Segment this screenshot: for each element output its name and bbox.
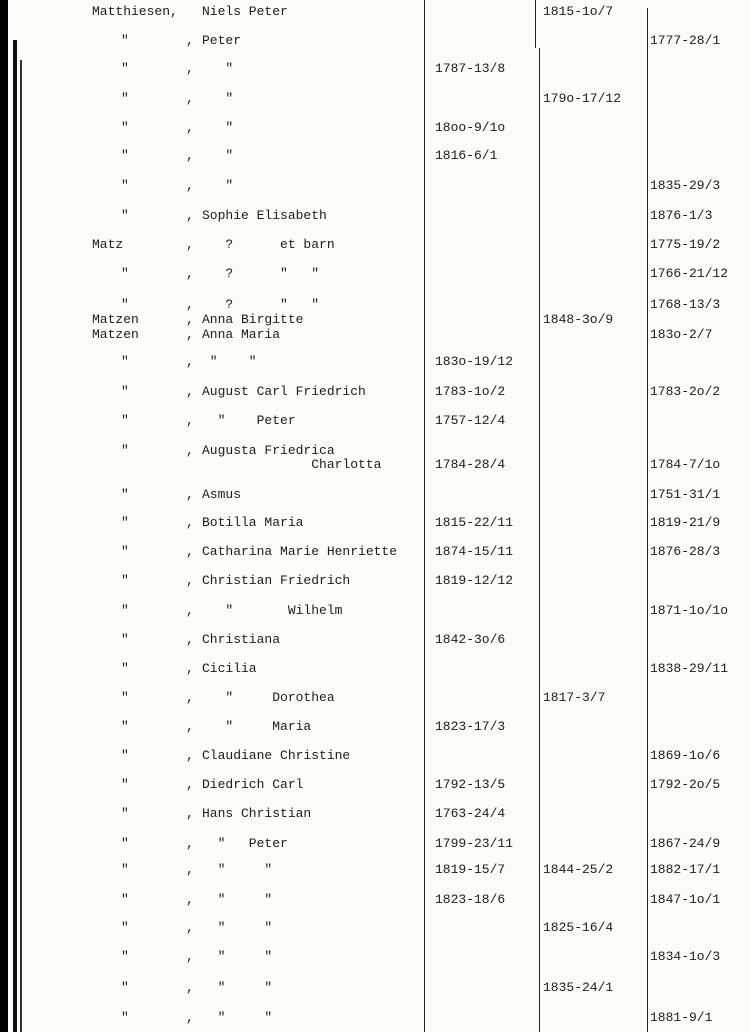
register-row bbox=[0, 33, 750, 49]
surname: Matthiesen, bbox=[92, 4, 178, 19]
date-col-3: 1783-2o/2 bbox=[650, 384, 721, 399]
comma: , bbox=[186, 690, 194, 705]
ditto-mark: " bbox=[121, 949, 129, 964]
comma: , bbox=[186, 237, 194, 252]
comma: , bbox=[186, 515, 194, 530]
comma: , bbox=[186, 61, 194, 76]
ditto-mark: " bbox=[121, 297, 129, 312]
register-row bbox=[0, 4, 750, 20]
date-col-3: 1775-19/2 bbox=[650, 237, 721, 252]
ditto-mark: " bbox=[121, 806, 129, 821]
given-names: Charlotta bbox=[202, 457, 382, 472]
comma: , bbox=[186, 443, 194, 458]
comma: , bbox=[186, 603, 194, 618]
date-col-1: 1874-15/11 bbox=[435, 544, 514, 559]
register-row bbox=[0, 457, 750, 473]
date-col-2: 1844-25/2 bbox=[543, 862, 614, 877]
given-names: Christiana bbox=[202, 632, 281, 647]
given-names: Claudiane Christine bbox=[202, 748, 351, 763]
register-row bbox=[0, 573, 750, 589]
comma: , bbox=[186, 806, 194, 821]
date-col-1: 1842-3o/6 bbox=[435, 632, 506, 647]
column-divider-2b bbox=[539, 48, 540, 1032]
register-row bbox=[0, 892, 750, 908]
date-col-1: 1823-18/6 bbox=[435, 892, 506, 907]
ditto-mark: " bbox=[121, 777, 129, 792]
given-names: Diedrich Carl bbox=[202, 777, 304, 792]
given-names: " " bbox=[202, 920, 273, 935]
ditto-mark: " bbox=[121, 61, 129, 76]
ditto-mark: " bbox=[121, 603, 129, 618]
date-col-1: 1792-13/5 bbox=[435, 777, 506, 792]
given-names: ? " " bbox=[202, 297, 320, 312]
date-col-3: 1834-1o/3 bbox=[650, 949, 721, 964]
given-names: Anna Maria bbox=[202, 327, 281, 342]
ditto-mark: " bbox=[121, 178, 129, 193]
surname: Matzen bbox=[92, 312, 139, 327]
comma: , bbox=[186, 949, 194, 964]
comma: , bbox=[186, 208, 194, 223]
register-row bbox=[0, 515, 750, 531]
given-names: " Dorothea bbox=[202, 690, 335, 705]
given-names: Peter bbox=[202, 33, 242, 48]
comma: , bbox=[186, 91, 194, 106]
comma: , bbox=[186, 312, 194, 327]
ditto-mark: " bbox=[121, 33, 129, 48]
register-row bbox=[0, 980, 750, 996]
register-row bbox=[0, 748, 750, 764]
ditto-mark: " bbox=[121, 266, 129, 281]
comma: , bbox=[186, 327, 194, 342]
date-col-1: 1757-12/4 bbox=[435, 413, 506, 428]
date-col-1: 1784-28/4 bbox=[435, 457, 506, 472]
date-col-3: 1768-13/3 bbox=[650, 297, 721, 312]
register-row bbox=[0, 120, 750, 136]
comma: , bbox=[186, 178, 194, 193]
register-row bbox=[0, 354, 750, 370]
register-row bbox=[0, 148, 750, 164]
ditto-mark: " bbox=[121, 91, 129, 106]
ditto-mark: " bbox=[121, 413, 129, 428]
ditto-mark: " bbox=[121, 661, 129, 676]
register-row bbox=[0, 413, 750, 429]
given-names: " Maria bbox=[202, 719, 312, 734]
given-names: Hans Christian bbox=[202, 806, 312, 821]
date-col-3: 1838-29/11 bbox=[650, 661, 729, 676]
given-names: August Carl Friedrich bbox=[202, 384, 366, 399]
date-col-3: 1784-7/1o bbox=[650, 457, 721, 472]
given-names: " bbox=[202, 120, 234, 135]
ditto-mark: " bbox=[121, 573, 129, 588]
given-names: " bbox=[202, 178, 234, 193]
register-row bbox=[0, 312, 750, 328]
given-names: " " bbox=[202, 354, 257, 369]
date-col-3: 1835-29/3 bbox=[650, 178, 721, 193]
register-row bbox=[0, 862, 750, 878]
ditto-mark: " bbox=[121, 354, 129, 369]
register-row bbox=[0, 1010, 750, 1026]
ditto-mark: " bbox=[121, 690, 129, 705]
register-row bbox=[0, 178, 750, 194]
register-row bbox=[0, 266, 750, 282]
given-names: " bbox=[202, 91, 234, 106]
comma: , bbox=[186, 297, 194, 312]
date-col-2: 1848-3o/9 bbox=[543, 312, 614, 327]
date-col-3: 1871-1o/1o bbox=[650, 603, 729, 618]
register-row bbox=[0, 297, 750, 313]
date-col-3: 1882-17/1 bbox=[650, 862, 721, 877]
given-names: " " bbox=[202, 892, 273, 907]
register-row bbox=[0, 208, 750, 224]
comma: , bbox=[186, 920, 194, 935]
register-row bbox=[0, 487, 750, 503]
given-names: Botilla Maria bbox=[202, 515, 304, 530]
comma: , bbox=[186, 33, 194, 48]
given-names: " " bbox=[202, 949, 273, 964]
register-row bbox=[0, 603, 750, 619]
date-col-1: 1799-23/11 bbox=[435, 836, 514, 851]
comma: , bbox=[186, 748, 194, 763]
register-row bbox=[0, 384, 750, 400]
ditto-mark: " bbox=[121, 443, 129, 458]
date-col-2: 1835-24/1 bbox=[543, 980, 614, 995]
ditto-mark: " bbox=[121, 892, 129, 907]
ditto-mark: " bbox=[121, 719, 129, 734]
date-col-1: 183o-19/12 bbox=[435, 354, 514, 369]
ditto-mark: " bbox=[121, 487, 129, 502]
comma: , bbox=[186, 266, 194, 281]
comma: , bbox=[186, 719, 194, 734]
register-row bbox=[0, 836, 750, 852]
ditto-mark: " bbox=[121, 980, 129, 995]
given-names: Sophie Elisabeth bbox=[202, 208, 327, 223]
ditto-mark: " bbox=[121, 544, 129, 559]
register-row bbox=[0, 661, 750, 677]
date-col-3: 1766-21/12 bbox=[650, 266, 729, 281]
given-names: Asmus bbox=[202, 487, 242, 502]
given-names: ? et barn bbox=[202, 237, 335, 252]
date-col-2: 1815-1o/7 bbox=[543, 4, 614, 19]
ditto-mark: " bbox=[121, 920, 129, 935]
comma: , bbox=[186, 354, 194, 369]
date-col-3: 1876-28/3 bbox=[650, 544, 721, 559]
comma: , bbox=[186, 862, 194, 877]
date-col-2: 179o-17/12 bbox=[543, 91, 622, 106]
given-names: " Peter bbox=[202, 413, 296, 428]
comma: , bbox=[186, 836, 194, 851]
ditto-mark: " bbox=[121, 384, 129, 399]
surname: Matz bbox=[92, 237, 124, 252]
given-names: " " bbox=[202, 1010, 273, 1025]
comma: , bbox=[186, 1010, 194, 1025]
given-names: " bbox=[202, 61, 234, 76]
comma: , bbox=[186, 120, 194, 135]
date-col-1: 1763-24/4 bbox=[435, 806, 506, 821]
register-row bbox=[0, 719, 750, 735]
date-col-3: 1876-1/3 bbox=[650, 208, 713, 223]
register-row bbox=[0, 632, 750, 648]
ditto-mark: " bbox=[121, 515, 129, 530]
comma: , bbox=[186, 384, 194, 399]
ditto-mark: " bbox=[121, 748, 129, 763]
date-col-2: 1825-16/4 bbox=[543, 920, 614, 935]
date-col-3: 1847-1o/1 bbox=[650, 892, 721, 907]
given-names: Catharina Marie Henriette bbox=[202, 544, 398, 559]
given-names: Niels Peter bbox=[202, 4, 288, 19]
comma: , bbox=[186, 632, 194, 647]
given-names: " Peter bbox=[202, 836, 288, 851]
register-row bbox=[0, 61, 750, 77]
date-col-3: 1751-31/1 bbox=[650, 487, 721, 502]
comma: , bbox=[186, 573, 194, 588]
date-col-1: 18oo-9/1o bbox=[435, 120, 506, 135]
given-names: " " bbox=[202, 862, 273, 877]
given-names: ? " " bbox=[202, 266, 320, 281]
register-row bbox=[0, 91, 750, 107]
date-col-3: 1867-24/9 bbox=[650, 836, 721, 851]
register-row bbox=[0, 949, 750, 965]
date-col-3: 1777-28/1 bbox=[650, 33, 721, 48]
date-col-1: 1823-17/3 bbox=[435, 719, 506, 734]
ditto-mark: " bbox=[121, 120, 129, 135]
date-col-1: 1783-1o/2 bbox=[435, 384, 506, 399]
given-names: Anna Birgitte bbox=[202, 312, 304, 327]
register-row bbox=[0, 777, 750, 793]
ditto-mark: " bbox=[121, 632, 129, 647]
date-col-3: 1792-2o/5 bbox=[650, 777, 721, 792]
given-names: " " bbox=[202, 980, 273, 995]
register-row bbox=[0, 690, 750, 706]
register-row bbox=[0, 806, 750, 822]
ditto-mark: " bbox=[121, 836, 129, 851]
given-names: Augusta Friedrica bbox=[202, 443, 335, 458]
comma: , bbox=[186, 661, 194, 676]
date-col-1: 1819-15/7 bbox=[435, 862, 506, 877]
ditto-mark: " bbox=[121, 862, 129, 877]
given-names: Cicilia bbox=[202, 661, 257, 676]
ditto-mark: " bbox=[121, 208, 129, 223]
comma: , bbox=[186, 980, 194, 995]
comma: , bbox=[186, 777, 194, 792]
date-col-1: 1819-12/12 bbox=[435, 573, 514, 588]
date-col-2: 1817-3/7 bbox=[543, 690, 606, 705]
date-col-3: 183o-2/7 bbox=[650, 327, 713, 342]
date-col-3: 1869-1o/6 bbox=[650, 748, 721, 763]
comma: , bbox=[186, 413, 194, 428]
given-names: Christian Friedrich bbox=[202, 573, 351, 588]
comma: , bbox=[186, 148, 194, 163]
register-row bbox=[0, 327, 750, 343]
comma: , bbox=[186, 487, 194, 502]
register-row bbox=[0, 544, 750, 560]
ditto-mark: " bbox=[121, 1010, 129, 1025]
given-names: " Wilhelm bbox=[202, 603, 343, 618]
date-col-3: 1881-9/1 bbox=[650, 1010, 713, 1025]
surname: Matzen bbox=[92, 327, 139, 342]
date-col-3: 1819-21/9 bbox=[650, 515, 721, 530]
comma: , bbox=[186, 544, 194, 559]
date-col-1: 1787-13/8 bbox=[435, 61, 506, 76]
register-row bbox=[0, 920, 750, 936]
date-col-1: 1816-6/1 bbox=[435, 148, 498, 163]
register-row bbox=[0, 237, 750, 253]
ditto-mark: " bbox=[121, 148, 129, 163]
date-col-1: 1815-22/11 bbox=[435, 515, 514, 530]
given-names: " bbox=[202, 148, 234, 163]
comma: , bbox=[186, 892, 194, 907]
